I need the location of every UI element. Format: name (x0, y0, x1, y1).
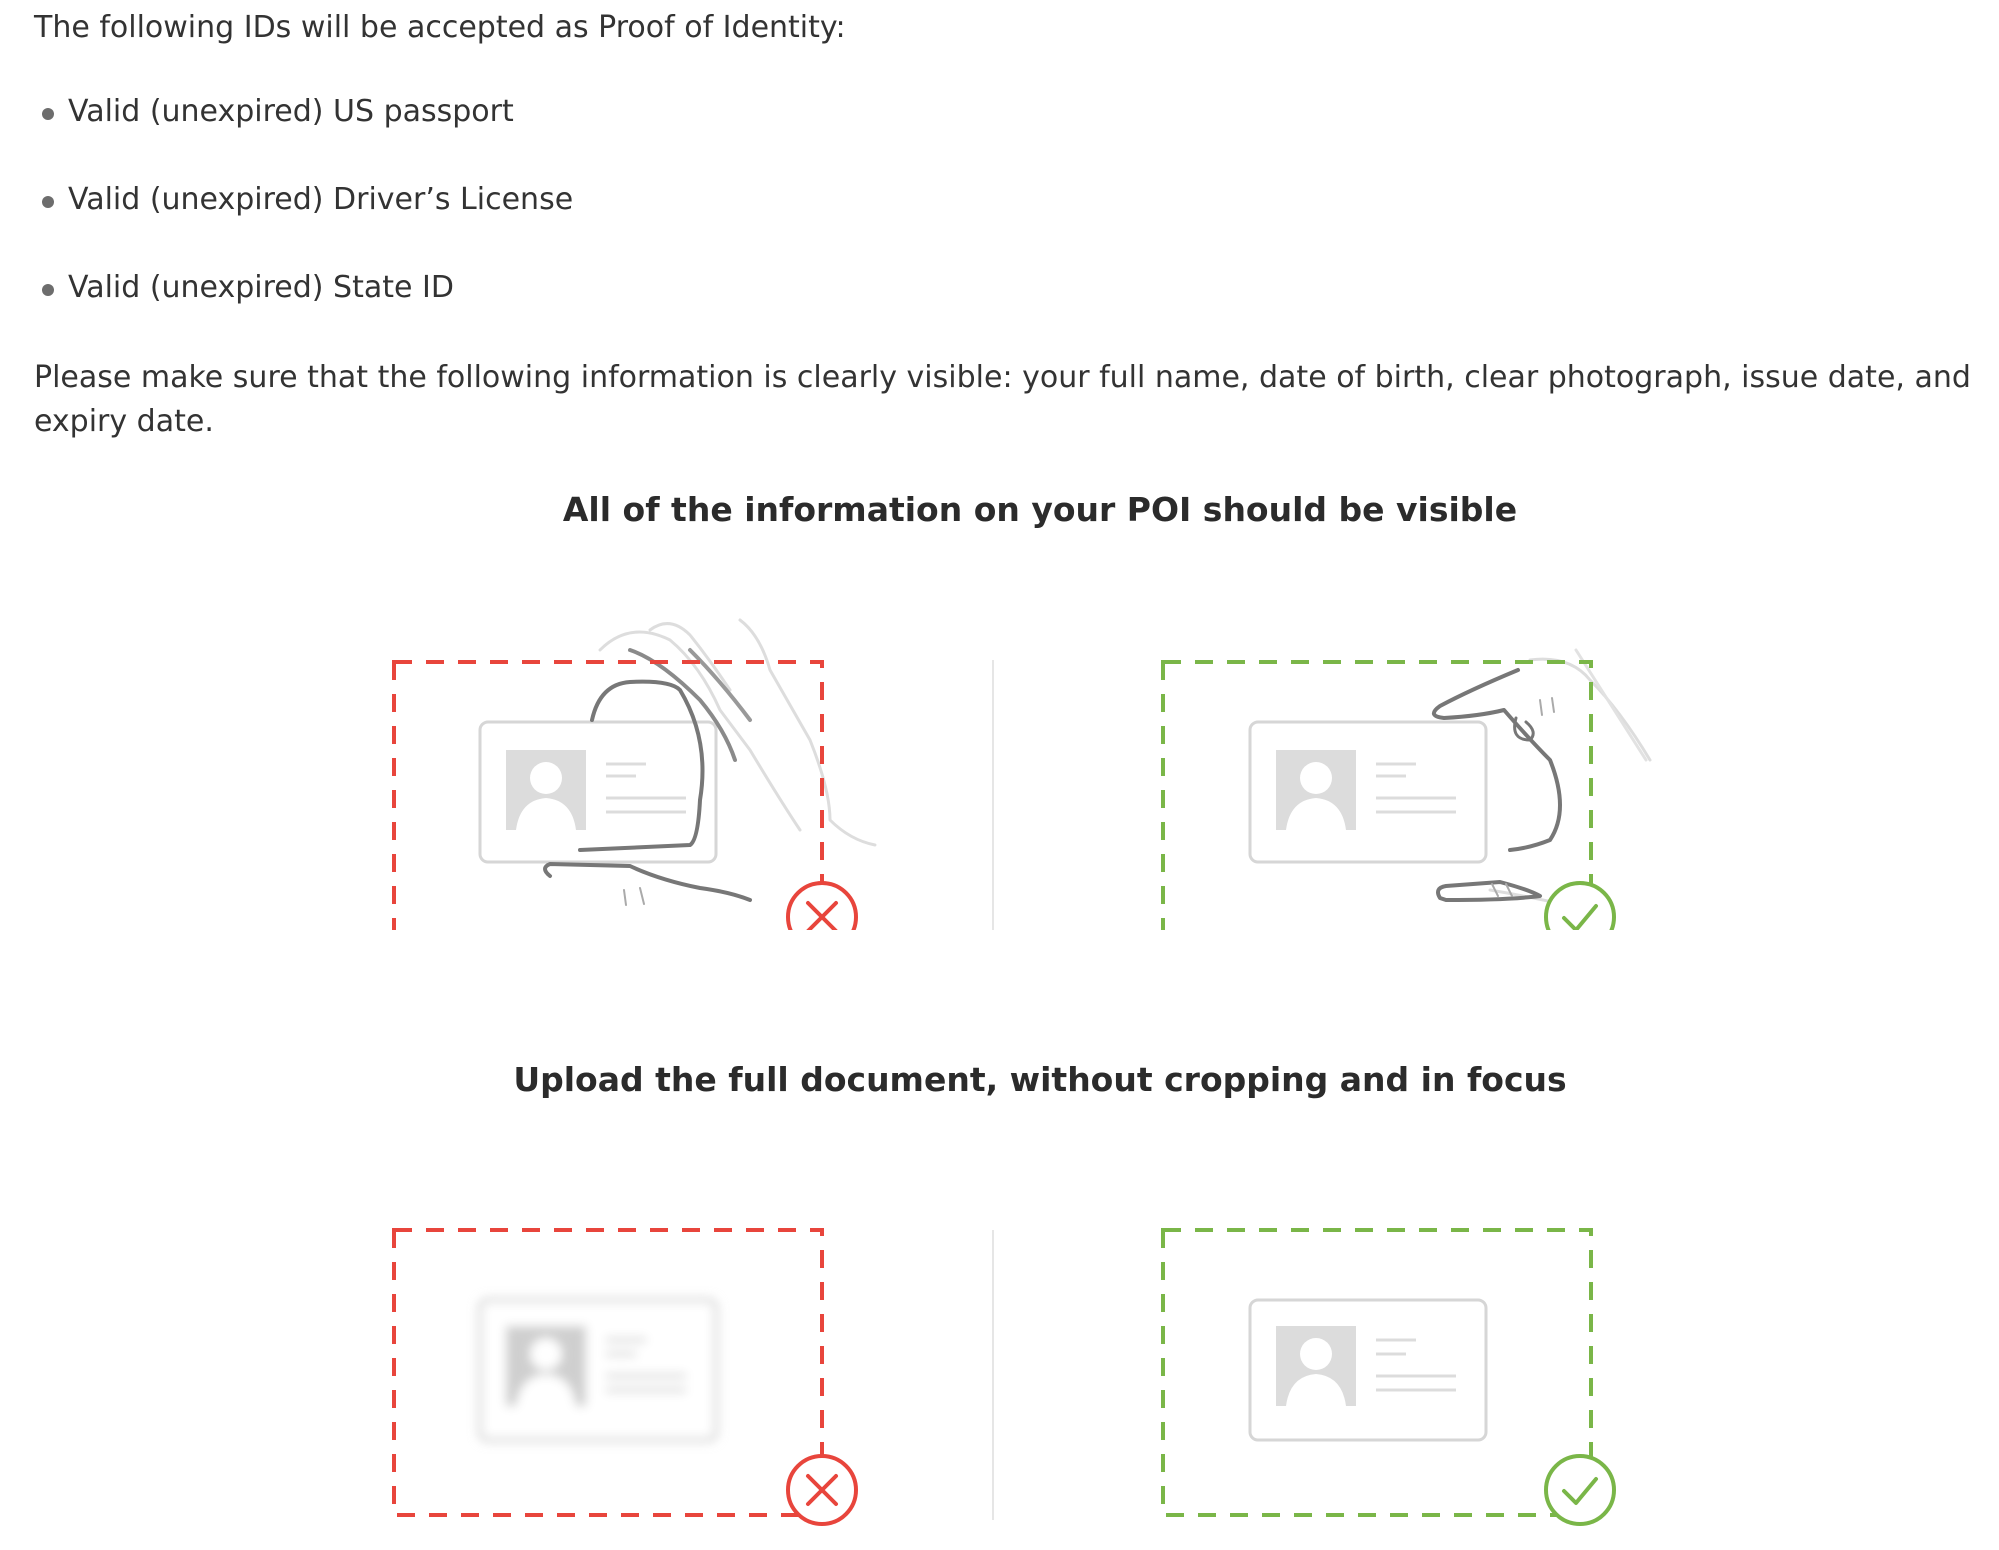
bullet-icon (42, 108, 54, 120)
id-card-icon (1250, 722, 1486, 862)
intro-text: The following IDs will be accepted as Proof of Identity: (34, 10, 846, 45)
id-card-icon (480, 722, 716, 862)
section-title-full-document: Upload the full document, without cropping and in focus (513, 1060, 1567, 1099)
good-example-illustration (1163, 1230, 1614, 1524)
bad-example-illustration (394, 620, 875, 930)
id-card-icon (480, 1300, 716, 1440)
visibility-note: Please make sure that the following information is clearly visible: your full name, date of birth, clear photograph, issue date, and expiry date. (34, 360, 1971, 439)
bullet-icon (42, 196, 54, 208)
accepted-id-list (34, 92, 573, 356)
bullet-icon (42, 284, 54, 296)
list-item-label: Valid (unexpired) State ID (68, 270, 454, 305)
section-title-visibility: All of the information on your POI should be visible (562, 490, 1518, 529)
good-example-illustration (1163, 650, 1650, 930)
id-card-icon (1250, 1300, 1486, 1440)
list-item-label: Valid (unexpired) Driver’s License (68, 182, 574, 217)
list-item-label: Valid (unexpired) US passport (68, 94, 514, 129)
x-circle-icon (788, 1456, 856, 1524)
check-circle-icon (1546, 883, 1614, 930)
list-item (34, 268, 573, 308)
visibility-example-panel (330, 600, 1730, 930)
x-circle-icon (788, 883, 856, 930)
check-circle-icon (1546, 1456, 1614, 1524)
list-item (34, 180, 573, 220)
bad-example-illustration (394, 1230, 856, 1524)
list-item (34, 92, 573, 132)
focus-example-panel (330, 1200, 1730, 1530)
